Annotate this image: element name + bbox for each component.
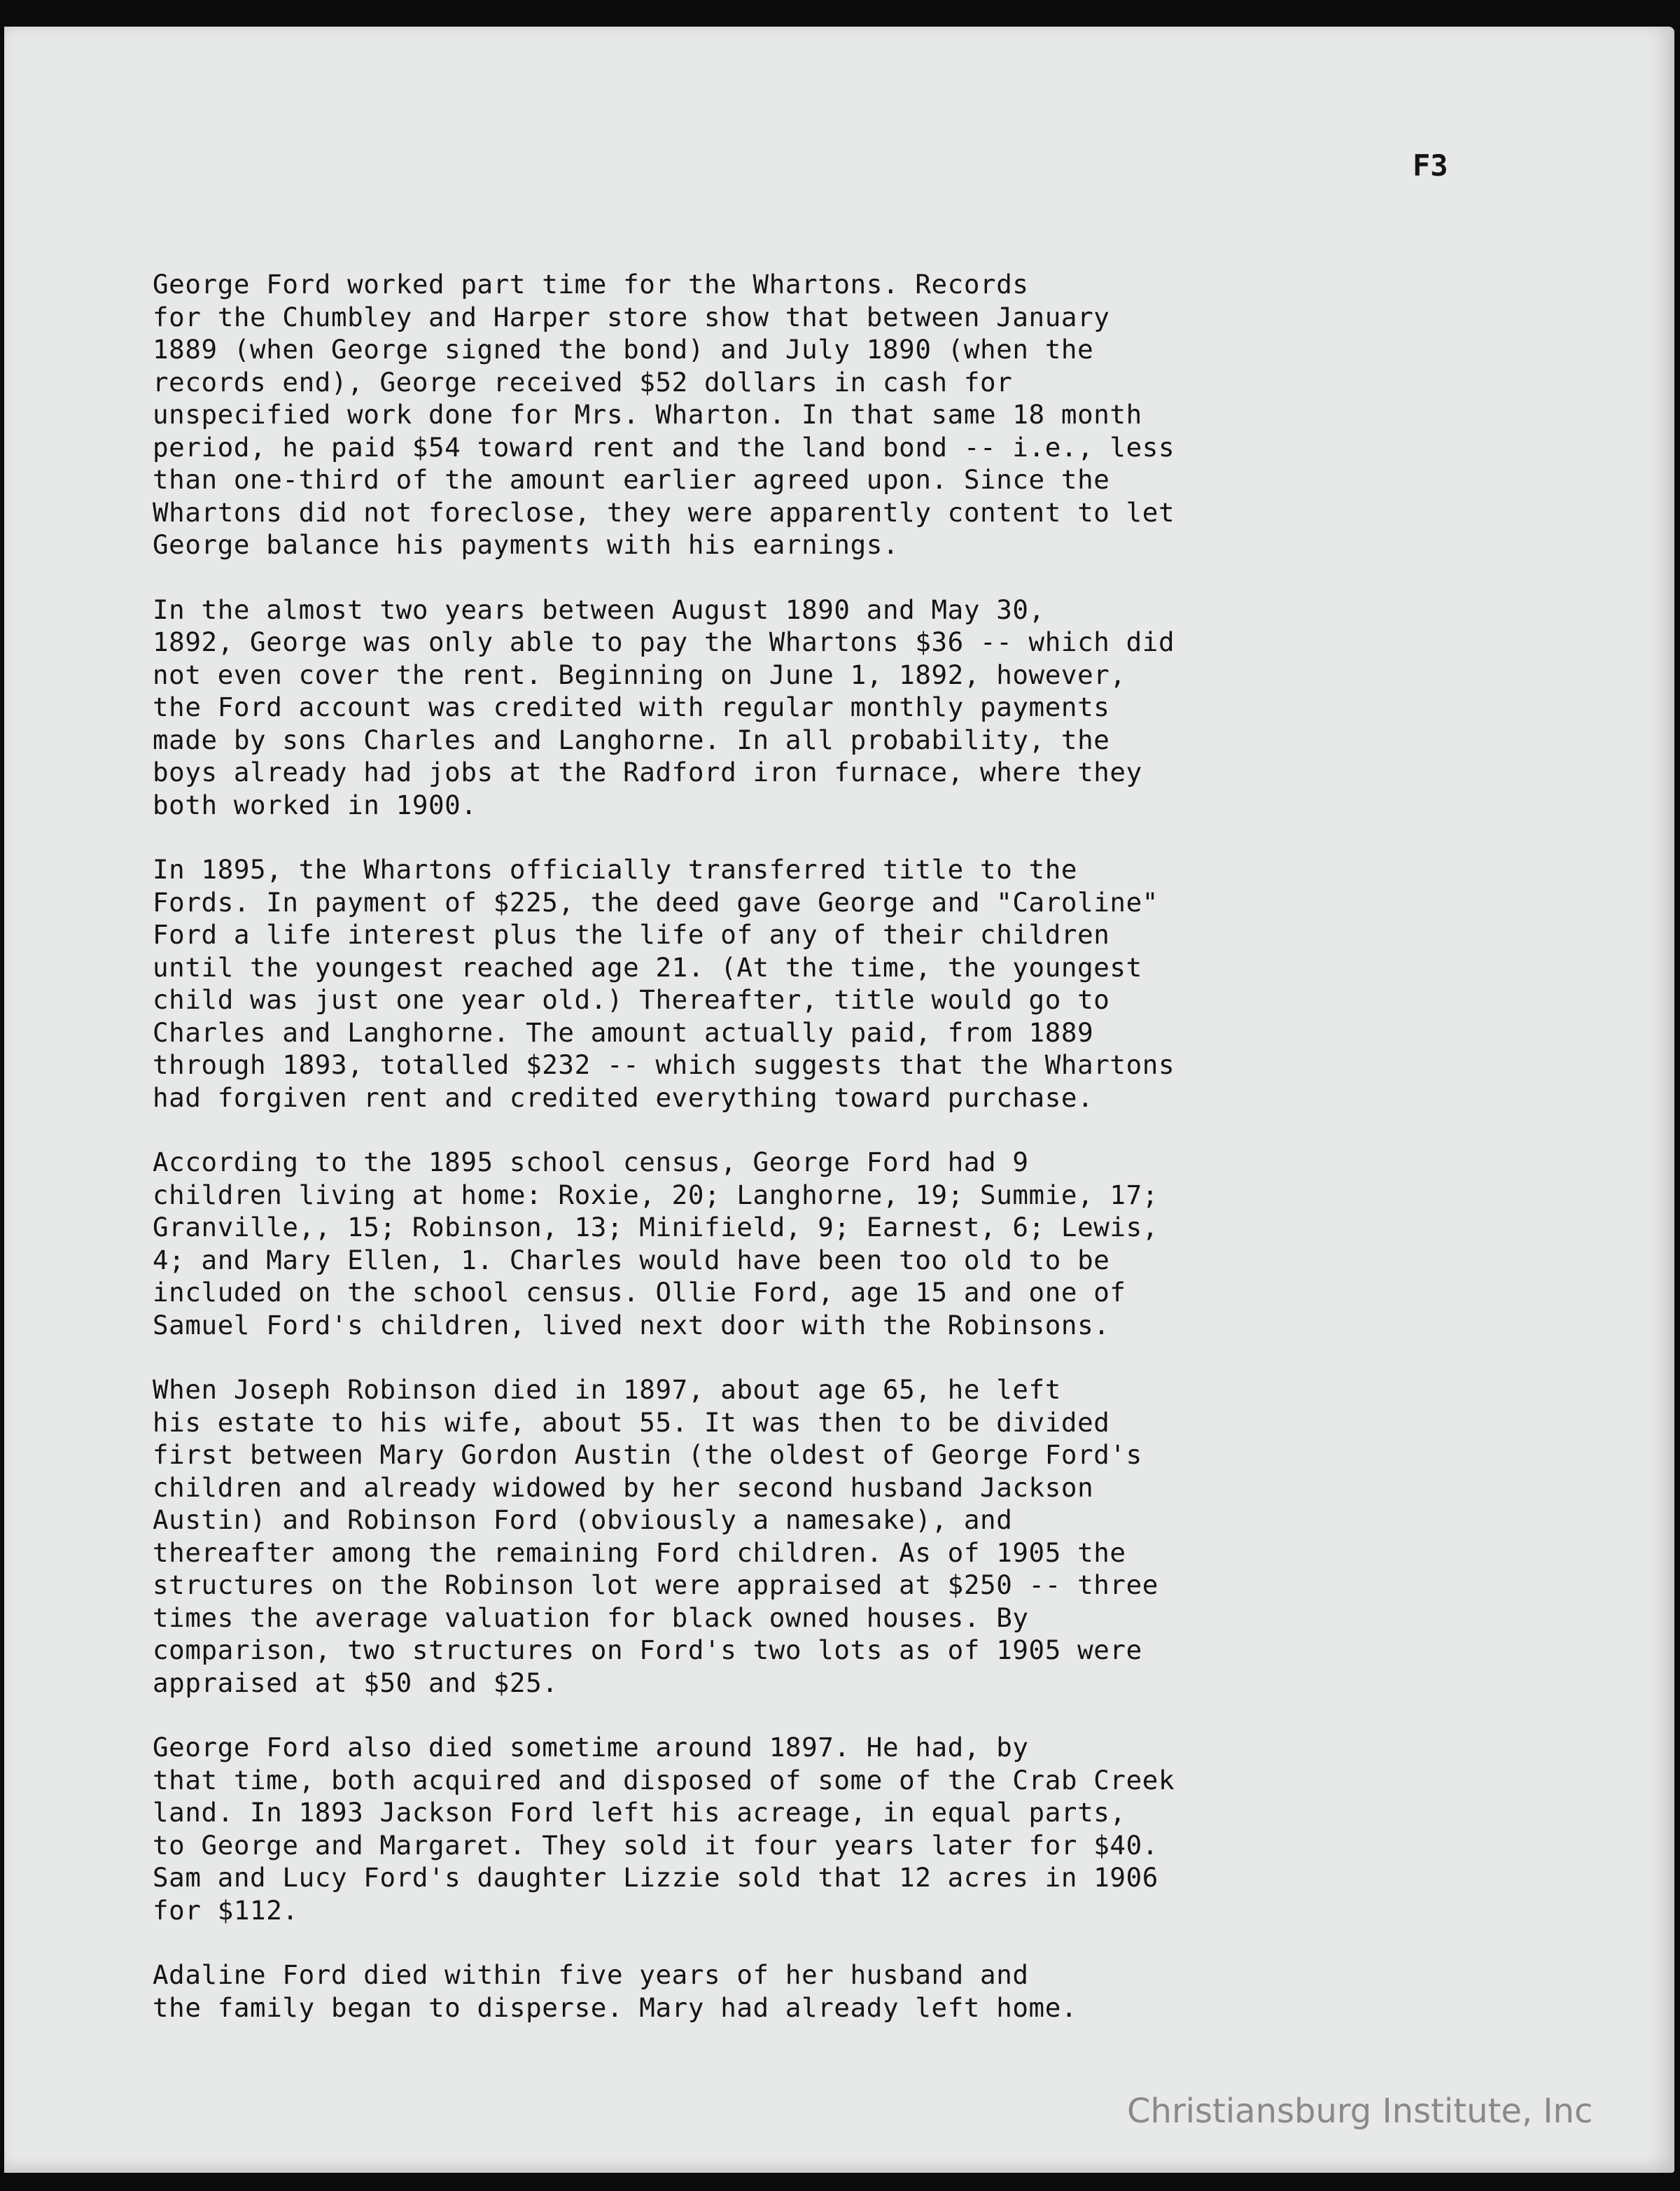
paragraph-4: According to the 1895 school census, George Ford had 9 children living at home: Roxie, 20; Langhorne, 19; Summie, 17; Granville,, 15; Robinson, 13; Minifield, 9; Earnest, 6; Lewis, 4; and Mary Ellen, 1. Charles would have been too old to be included on the school census. Ollie Ford, age 15 and one of Samuel Ford's children, lived next door with the Robinsons.	[153, 1147, 1158, 1340]
paragraph-6: George Ford also died sometime around 1897. He had, by that time, both acquired and disposed of some of the Crab Creek land. In 1893 Jackson Ford left his acreage, in equal parts, to George and Margaret. They sold it four years later for $40. Sam and Lucy Ford's daughter Lizzie sold that 12 acres in 1906 for $112.	[153, 1732, 1175, 1926]
paragraph-3: In 1895, the Whartons officially transferred title to the Fords. In payment of $225, the deed gave George and "Caroline" Ford a life interest plus the life of any of their children until the youngest reached age 21. (At the time, the youngest child was just one year old.) Thereafter, title would go to Charles and Langhorne. The amount actually paid, from 1889 through 1893, totalled $232 -- which suggests that the Whartons had forgiven rent and credited everything toward purchase.	[153, 854, 1175, 1113]
body-text	[153, 268, 1469, 2056]
paragraph-1: George Ford worked part time for the Whartons. Records for the Chumbley and Harper store show that between January 1889 (when George signed the bond) and July 1890 (when the records end), George received $52 dollars in cash for unspecified work done for Mrs. Wharton. In that same 18 month period, he paid $54 toward rent and the land bond -- i.e., less than one-third of the amount earlier agreed upon. Since the Whartons did not foreclose, they were apparently content to let George balance his payments with his earnings.	[153, 269, 1175, 560]
paper-page	[4, 27, 1674, 2173]
page-number: F3	[1413, 148, 1448, 183]
paragraph-5: When Joseph Robinson died in 1897, about age 65, he left his estate to his wife, about 55. It was then to be divided first between Mary Gordon Austin (the oldest of George Ford's children and already widowed by her second husband Jackson Austin) and Robinson Ford (obviously a namesake), and thereafter among the remaining Ford children. As of 1905 the structures on the Robinson lot were appraised at $250 -- three times the average valuation for black owned houses. By comparison, two structures on Ford's two lots as of 1905 were appraised at $50 and $25.	[153, 1374, 1158, 1698]
watermark: Christiansburg Institute, Inc	[1127, 2092, 1593, 2131]
paragraph-7: Adaline Ford died within five years of her husband and the family began to disperse. Mary had already left home.	[153, 1959, 1078, 2023]
paragraph-2: In the almost two years between August 1890 and May 30, 1892, George was only able to pay the Whartons $36 -- which did not even cover the rent. Beginning on June 1, 1892, however, the Ford account was credited with regular monthly payments made by sons Charles and Langhorne. In all probability, the boys already had jobs at the Radford iron furnace, where they both worked in 1900.	[153, 594, 1175, 820]
